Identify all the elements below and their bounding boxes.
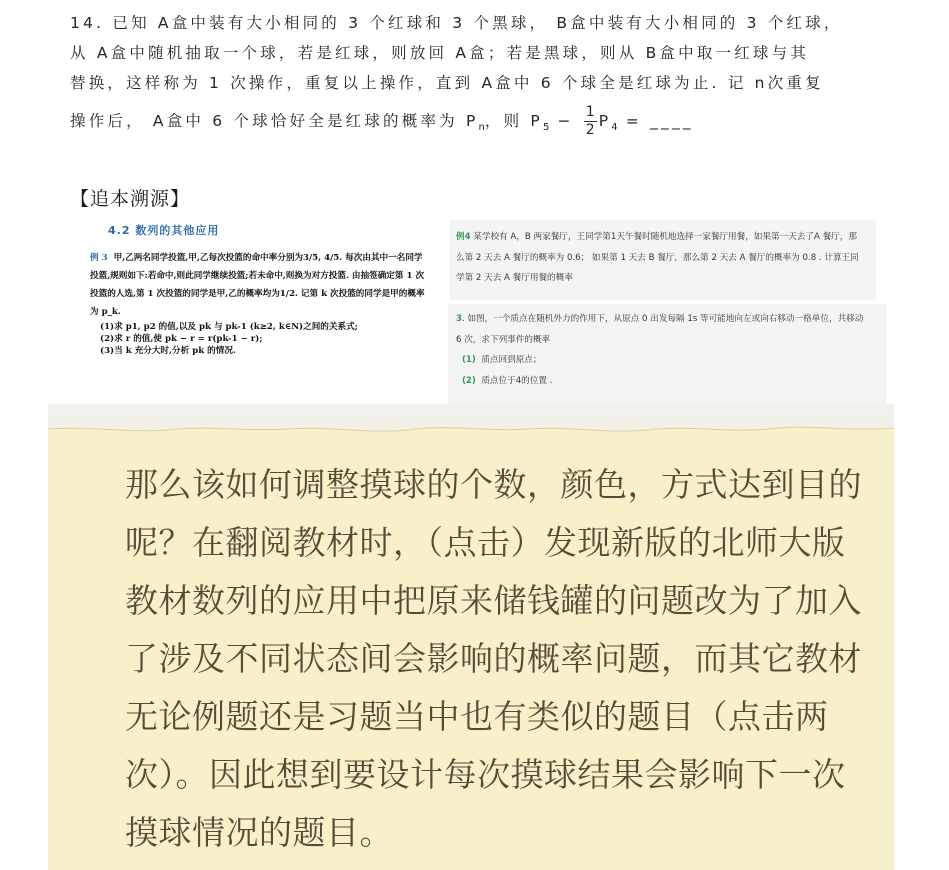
textbook-line-2: 投篮,规则如下:若命中,则此同学继续投篮;若未命中,则换为对方投篮. 由抽签确定第 1 次	[90, 271, 425, 281]
textbook-line-1	[90, 249, 442, 267]
note-line-7: 摸球情况的题目。	[125, 813, 393, 852]
note-text	[125, 456, 885, 862]
exercise-3-line-1	[456, 309, 886, 330]
note-line-5: 无论例题还是习题当中也有类似的题目（点击两	[125, 697, 829, 736]
math-problem	[70, 8, 890, 138]
q1-label: (1)	[462, 355, 476, 365]
fraction-denominator: 2	[585, 122, 595, 138]
textbook-question-1: (1)求 p1, p2 的值,以及 pk 与 pk-1 (k≥2, k∈N)之间的关系式;	[100, 322, 358, 332]
subscript-5: 5	[542, 122, 550, 134]
textbook-question-2: (2)求 r 的值,使 pk − r = r(pk-1 − r);	[100, 334, 263, 344]
example-4-line-2: 么第 2 天去 A 餐厅的概率为 0.6； 如果第 1 天去 B 餐厅，那么第 2 天去 A 餐厅的概率为 0.8 . 计算王同	[456, 252, 859, 263]
textbook-line-1-text: 甲,乙两名同学投篮,甲,乙每次投篮的命中率分别为3/5, 4/5. 每次由其中一名同学	[113, 253, 423, 263]
textbook-line-4: 为 p_k.	[90, 307, 121, 317]
note-line-3: 教材数列的应用中把原来储钱罐的问题改为了加入	[125, 581, 862, 620]
problem-line-4-mid: ，则 P	[484, 112, 543, 130]
answer-blank: = ____	[617, 112, 694, 130]
fraction-one-half	[584, 104, 597, 139]
example-4-label: 例4	[456, 232, 471, 242]
textbook-question-3: (3)当 k 充分大时,分析 pk 的情况.	[100, 346, 236, 356]
example-4-line-1	[456, 227, 876, 248]
torn-edge-decoration	[48, 418, 894, 440]
problem-line-2: 从 A盒中随机抽取一个球，若是红球，则放回 A盒；若是黑球，则从 B盒中取一红球与其	[70, 44, 810, 62]
exercise-3-question-2	[456, 371, 886, 392]
exercise-3-line-2: 6 次，求下列事件的概率	[456, 334, 551, 345]
torn-paper-band	[48, 404, 894, 418]
note-line-2: 呢？在翻阅教材时，（点击）发现新版的北师大版	[125, 523, 846, 562]
exercise-3-question-1	[456, 350, 886, 371]
note-line-6: 次）。因此想到要设计每次摸球结果会影响下一次	[125, 755, 846, 794]
textbook-excerpt	[90, 222, 442, 372]
textbook-line-3: 投篮的人选,第 1 次投篮的同学是甲,乙的概率均为1/2. 记第 k 次投篮的同学是甲的概率	[90, 289, 425, 299]
note-paper	[48, 418, 894, 870]
problem-line-4-prefix: 操作后， A盒中 6 个球恰好全是红球的概率为 P	[70, 112, 479, 130]
exercise-3-label: 3	[456, 314, 462, 324]
note-line-1: 那么该如何调整摸球的个数，颜色，方式达到目的	[125, 465, 862, 504]
exercise-3-line-1-text: . 如图，一个质点在随机外力的作用下，从原点 0 出发每隔 1s 等可能地向左或向右移动一格单位，共移动	[461, 314, 864, 324]
example-4-line-3: 学第 2 天去 A 餐厅用餐的概率	[456, 273, 573, 283]
p4-symbol: P	[598, 112, 612, 130]
example-4-panel	[450, 220, 876, 300]
textbook-section-title: 4.2 数列的其他应用	[108, 224, 220, 237]
q2-label: (2)	[462, 375, 476, 386]
section-heading: 【追本溯源】	[70, 188, 191, 210]
q1-text: 质点回到原点；	[481, 355, 542, 365]
q2-text: 质点位于4的位置 .	[481, 375, 553, 386]
minus-sign: −	[549, 112, 582, 130]
problem-line-3: 替换，这样称为 1 次操作，重复以上操作，直到 A盒中 6 个球全是红球为止. 记 n次重复	[70, 74, 824, 92]
problem-line-1: 14. 已知 A盒中装有大小相同的 3 个红球和 3 个黑球， B盒中装有大小相同的 3 个红球，	[70, 14, 843, 32]
fraction-numerator: 1	[585, 104, 595, 120]
problem-line-4	[70, 104, 890, 138]
example-3-label: 例 3	[90, 253, 108, 263]
subscript-4: 4	[611, 122, 618, 134]
example-4-line-1-text: 某学校有 A，B 两家餐厅，王同学第1天午餐时随机地选择一家餐厅用餐，如果第一天去了A 餐厅，那	[470, 232, 857, 242]
subscript-n: n	[478, 122, 485, 134]
exercise-3-panel	[448, 304, 886, 404]
note-line-4: 了涉及不同状态间会影响的概率问题，而其它教材	[125, 639, 862, 678]
